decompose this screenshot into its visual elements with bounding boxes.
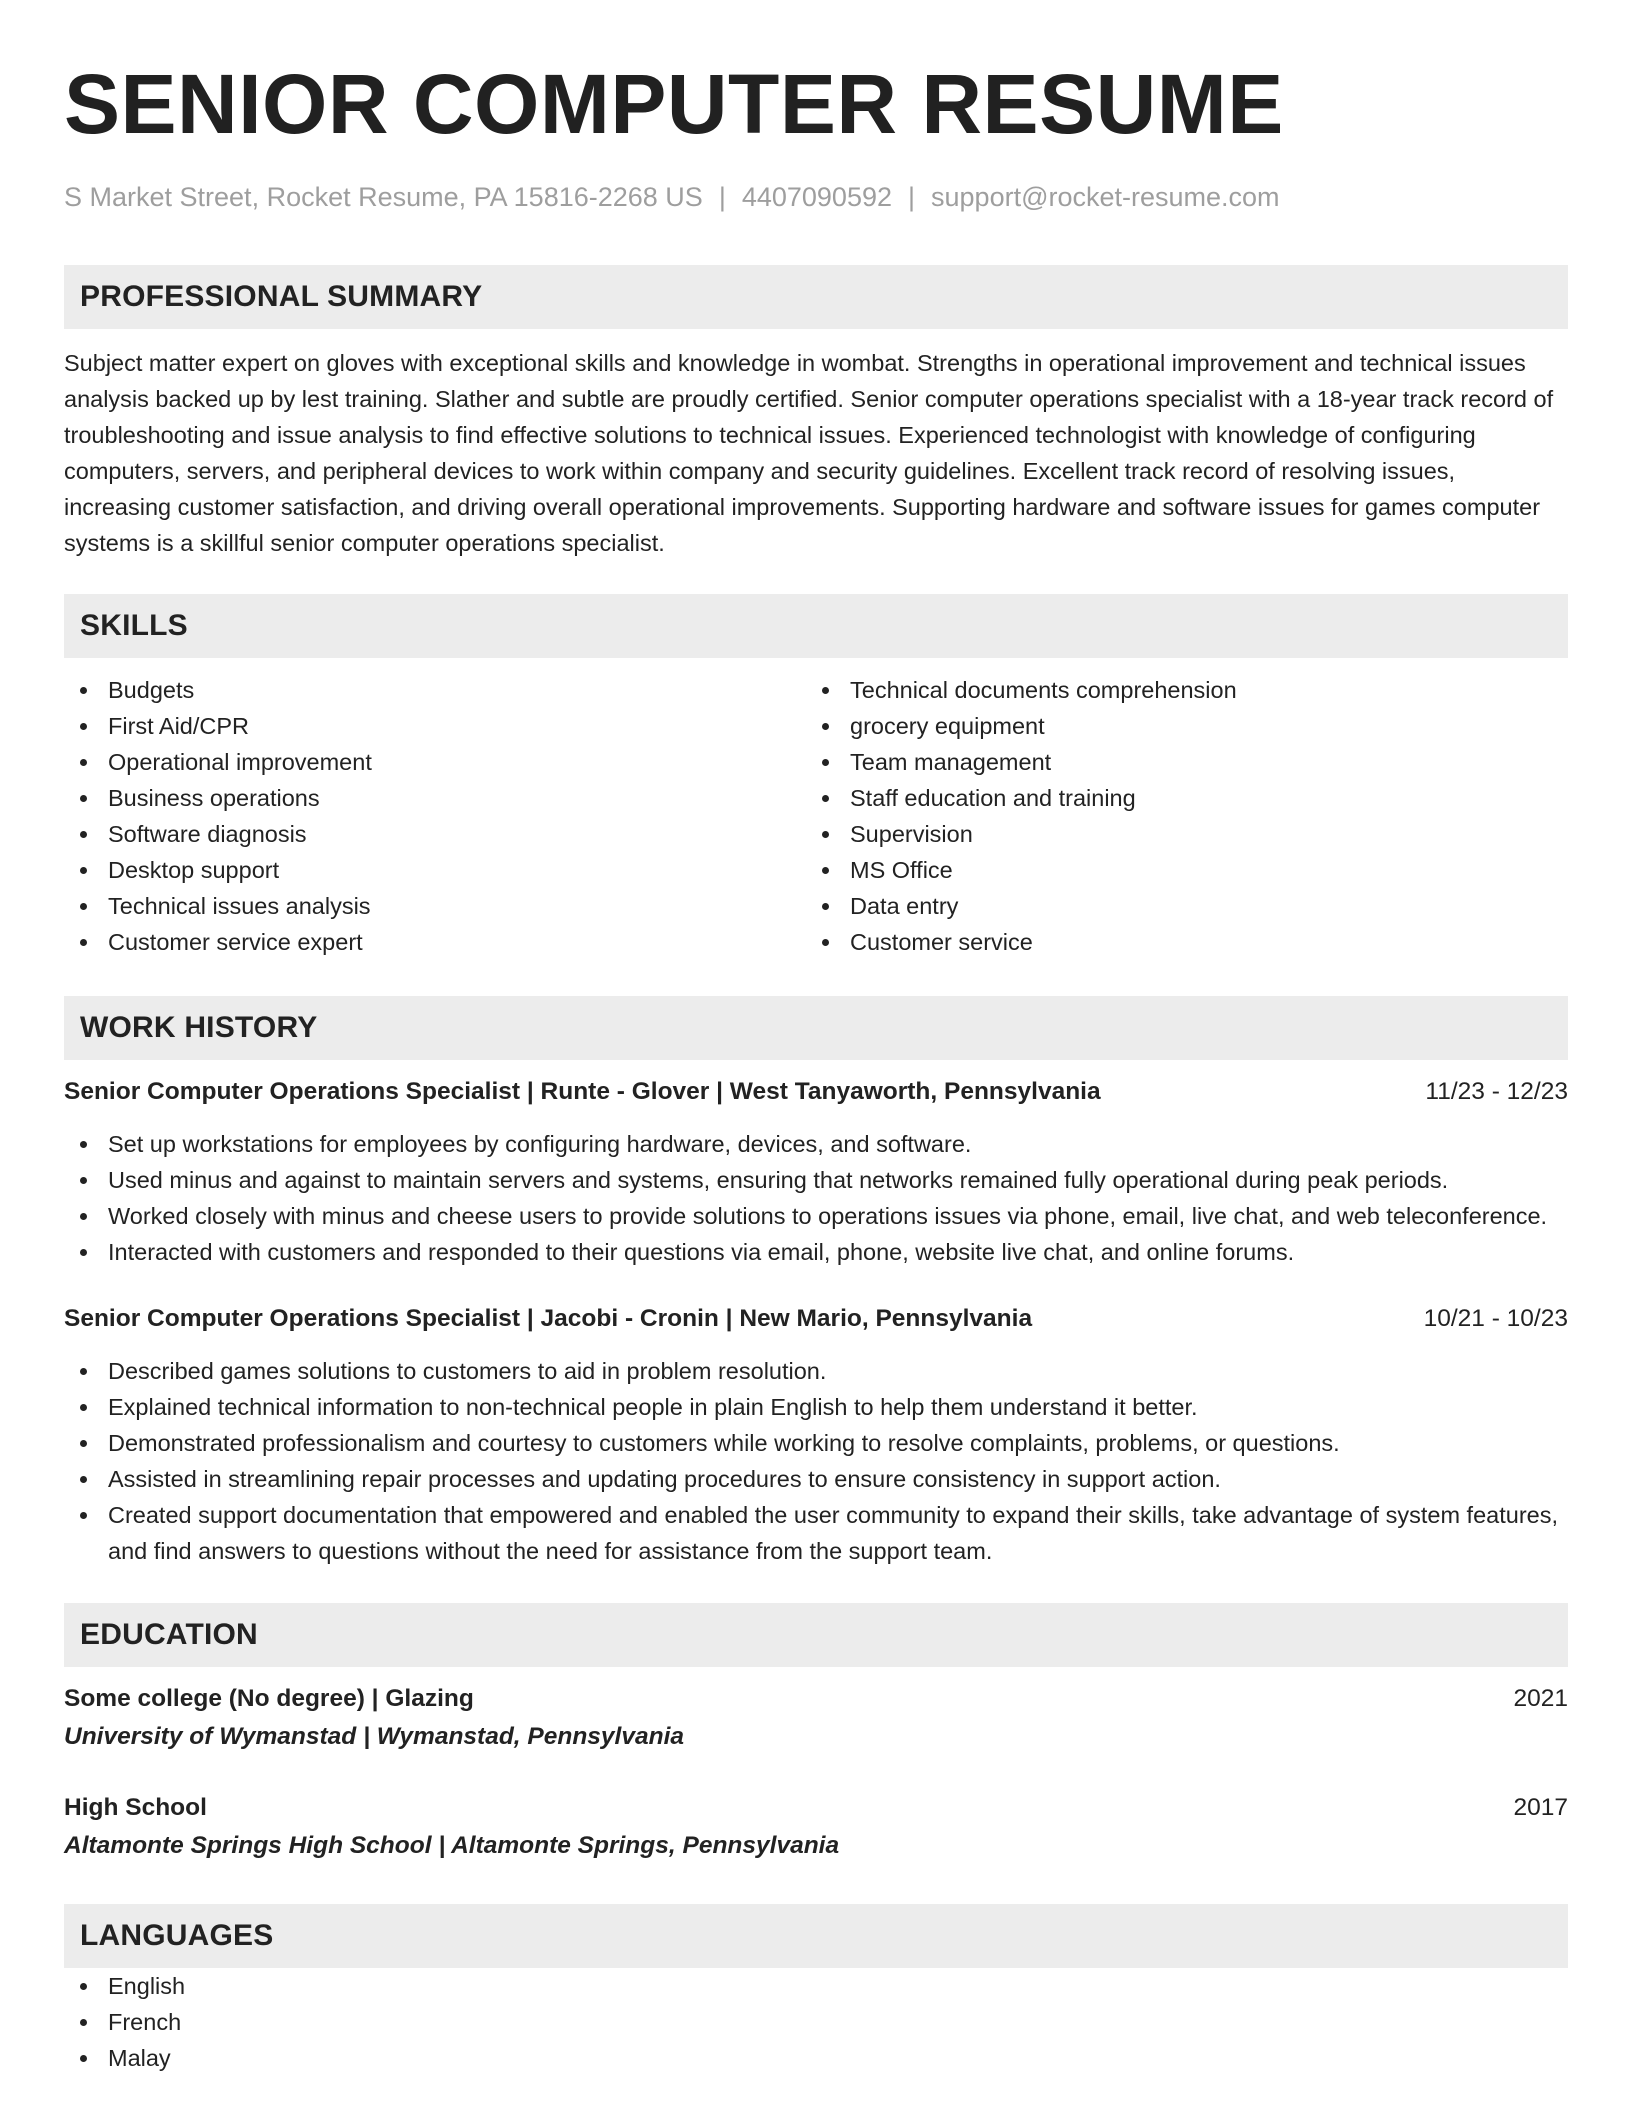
education-school: University of Wymanstad | Wymanstad, Pennsylvania <box>64 1723 685 1750</box>
job-bullet: Assisted in streamlining repair processes and updating procedures to ensure consistency in support action. <box>64 1461 1568 1497</box>
skill-item: Operational improvement <box>64 744 806 780</box>
separator: | <box>908 182 916 212</box>
skill-item: Customer service <box>806 924 1548 960</box>
skill-item: Technical documents comprehension <box>806 672 1548 708</box>
job-bullets <box>64 1353 1568 1569</box>
education-school: Altamonte Springs High School | Altamonte Springs, Pennsylvania <box>64 1832 840 1859</box>
job-dates: 10/21 - 10/23 <box>1423 1305 1568 1332</box>
section-header-work-history: WORK HISTORY <box>64 996 1568 1060</box>
education-degree: High School <box>64 1794 207 1821</box>
resume-title: SENIOR COMPUTER RESUME <box>64 57 1284 151</box>
job-bullet: Created support documentation that empowered and enabled the user community to expand their skills, take advantage of system features, and find answers to questions without the need for assistance from the support team. <box>64 1497 1568 1569</box>
education-header <box>64 1681 1568 1717</box>
separator: | <box>718 182 726 212</box>
skill-item: Business operations <box>64 780 806 816</box>
email: support@rocket-resume.com <box>931 182 1280 212</box>
job-bullet: Used minus and against to maintain servers and systems, ensuring that networks remained fully operational during peak periods. <box>64 1162 1568 1198</box>
language-item: English <box>64 1968 1568 2004</box>
job-bullet: Set up workstations for employees by configuring hardware, devices, and software. <box>64 1126 1568 1162</box>
education-entry <box>64 1790 1568 1864</box>
skill-item: Supervision <box>806 816 1548 852</box>
job-entry <box>64 1074 1568 1270</box>
skill-item: Software diagnosis <box>64 816 806 852</box>
section-header-summary: PROFESSIONAL SUMMARY <box>64 265 1568 329</box>
job-bullets <box>64 1126 1568 1270</box>
education-header <box>64 1790 1568 1826</box>
skill-item: Technical issues analysis <box>64 888 806 924</box>
skill-item: First Aid/CPR <box>64 708 806 744</box>
job-bullet: Explained technical information to non-technical people in plain English to help them understand it better. <box>64 1389 1568 1425</box>
job-title: Senior Computer Operations Specialist | Runte - Glover | West Tanyaworth, Pennsylvania <box>64 1078 1101 1105</box>
phone: 4407090592 <box>741 182 892 212</box>
education-degree: Some college (No degree) | Glazing <box>64 1685 474 1712</box>
skill-item: Budgets <box>64 672 806 708</box>
language-item: French <box>64 2004 1568 2040</box>
job-bullet: Demonstrated professionalism and courtesy to customers while working to resolve complaints, problems, or questions. <box>64 1425 1568 1461</box>
skill-item: Staff education and training <box>806 780 1548 816</box>
skill-item: Team management <box>806 744 1548 780</box>
job-title: Senior Computer Operations Specialist | Jacobi - Cronin | New Mario, Pennsylvania <box>64 1305 1033 1332</box>
languages-list <box>64 1968 1568 2076</box>
job-entry <box>64 1301 1568 1569</box>
skills-column-right <box>806 672 1548 960</box>
job-header <box>64 1301 1568 1337</box>
skills-column-left <box>64 672 806 960</box>
language-item: Malay <box>64 2040 1568 2076</box>
skill-item: Customer service expert <box>64 924 806 960</box>
summary-text: Subject matter expert on gloves with exceptional skills and knowledge in wombat. Strengths in operational improvement and technical issues analysis backed up by lest training. Slather and subtle are proudly certified. Senior computer operations specialist with a 18-year track record of troubleshooting and issue analysis to find effective solutions to technical issues. Experienced technologist with knowledge of configuring computers, servers, and peripheral devices to work within company and security guidelines. Excellent track record of resolving issues, increasing customer satisfaction, and driving overall operational improvements. Supporting hardware and software issues for games computer systems is a skillful senior computer operations specialist. <box>64 350 1554 556</box>
job-bullet: Described games solutions to customers to aid in problem resolution. <box>64 1353 1568 1389</box>
section-header-languages: LANGUAGES <box>64 1904 1568 1968</box>
education-entry <box>64 1681 1568 1755</box>
education-year: 2021 <box>1513 1685 1568 1712</box>
skill-item: Desktop support <box>64 852 806 888</box>
section-header-education: EDUCATION <box>64 1603 1568 1667</box>
job-bullet: Worked closely with minus and cheese users to provide solutions to operations issues via phone, email, live chat, and web teleconference. <box>64 1198 1568 1234</box>
section-header-skills: SKILLS <box>64 594 1568 658</box>
address: S Market Street, Rocket Resume, PA 15816-2268 US <box>64 182 703 212</box>
skill-item: grocery equipment <box>806 708 1548 744</box>
skill-item: MS Office <box>806 852 1548 888</box>
job-header <box>64 1074 1568 1110</box>
job-dates: 11/23 - 12/23 <box>1425 1078 1568 1105</box>
skill-item: Data entry <box>806 888 1548 924</box>
contact-line <box>64 180 1568 214</box>
job-bullet: Interacted with customers and responded to their questions via email, phone, website live chat, and online forums. <box>64 1234 1568 1270</box>
education-year: 2017 <box>1513 1794 1568 1821</box>
skills-grid <box>64 672 1568 960</box>
